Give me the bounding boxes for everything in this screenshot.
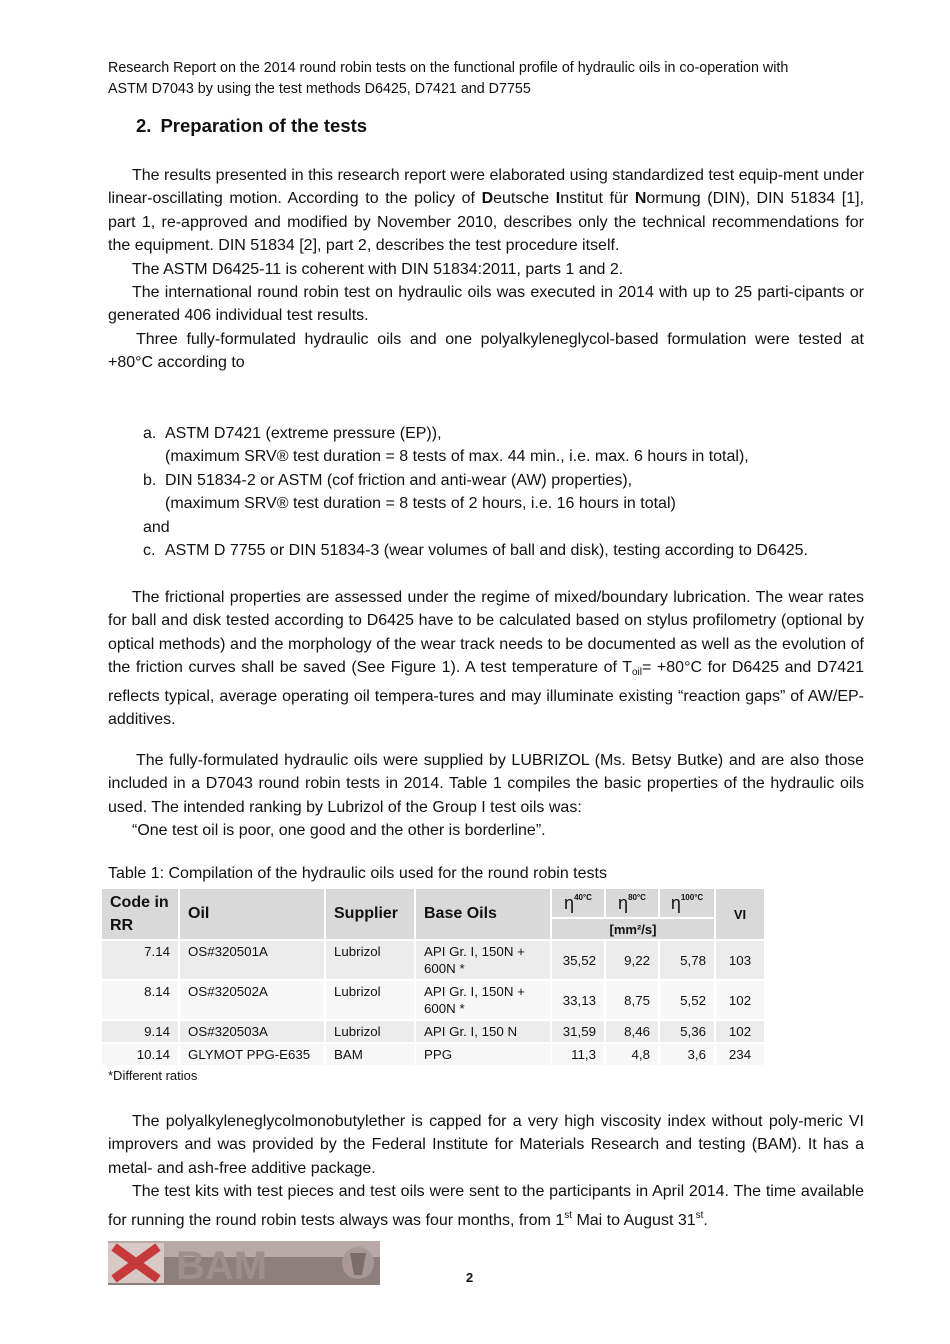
list-label: c. [143,542,156,560]
header-line-2: ASTM D7043 by using the test methods D6425, D7421 and D7755 [108,81,531,97]
cell-viscosity-80: 8,46 [606,1021,658,1042]
supplier-paragraphs [108,749,864,843]
cell-supplier: Lubrizol [326,1021,414,1042]
cell-viscosity-40: 11,3 [552,1044,604,1065]
cell-viscosity-100: 5,36 [660,1021,714,1042]
test-method-list [108,422,898,562]
hydraulic-oils-table [100,887,766,1067]
cell-code: 9.14 [102,1021,178,1042]
subscript: oil [632,667,643,679]
text-run: ormung (DIN), DIN 51834 [1], part 1, re-approved and modified by November 2010, describes only the technical recommendations for the equipment. DIN 51834 [2], part 2, describes the test procedure itself. [108,190,865,255]
section-title: Preparation of the tests [160,115,368,136]
cell-viscosity-100: 3,6 [660,1044,714,1065]
text-run-bold: N [634,190,647,208]
cell-oil: OS#320501A [180,941,324,979]
table-caption: Table 1: Compilation of the hydraulic oils used for the round robin tests [108,865,607,882]
list-subtext: (maximum SRV® test duration = 8 tests of 2 hours, i.e. 16 hours in total) [165,495,676,513]
header-line-1: Research Report on the 2014 round robin tests on the functional profile of hydraulic oils in co-operation with [108,60,789,76]
cell-viscosity-80: 9,22 [606,941,658,979]
header-eta-100 [660,889,714,917]
paragraph-frictional-properties [108,586,864,731]
header-code: Code in RR [102,889,178,939]
intro-paragraphs [108,164,864,375]
text-run-bold: D [481,190,494,208]
header-eta-80 [606,889,658,917]
text-run: nstitut für [560,190,635,208]
text-run: . [703,1211,708,1229]
paragraph-ranking-quote: “One test oil is poor, one good and the other is borderline”. [132,822,546,840]
section-number: 2. [136,115,152,136]
cell-viscosity-40: 31,59 [552,1021,604,1042]
cell-base-oil: API Gr. I, 150 N [416,1021,550,1042]
table-footnote: *Different ratios [108,1068,198,1083]
text-run: = +80°C for D6425 and D7421 reflects typical, average operating oil tempera-tures and may illuminate existing “reaction gaps” of AW/EP-additives. [108,659,864,729]
cell-supplier: Lubrizol [326,941,414,979]
paragraph-test-kits [108,1180,864,1232]
cell-code: 8.14 [102,981,178,1019]
table-row [102,981,764,1019]
header-supplier: Supplier [326,889,414,939]
cell-vi: 102 [716,981,764,1019]
list-label: a. [143,425,157,442]
cell-viscosity-100: 5,78 [660,941,714,979]
cell-base-oil: API Gr. I, 150N + 600N * [416,981,550,1019]
table-row [102,1044,764,1065]
header-unit: [mm²/s] [552,919,714,939]
paragraph-din-policy [108,164,864,258]
bam-logo-graphic [108,1237,380,1285]
paragraph-pag-description: The polyalkyleneglycolmonobutylether is capped for a very high viscosity index without poly-meric VI improvers and was provided by the Federal Institute for Materials Research and testing (BAM). It has a metal- and ash-free additive package. [108,1113,864,1177]
cell-code: 10.14 [102,1044,178,1065]
closing-paragraphs [108,1110,864,1232]
eta-symbol: η [670,892,681,913]
cell-base-oil: PPG [416,1044,550,1065]
list-item [108,469,898,492]
cell-supplier: Lubrizol [326,981,414,1019]
temperature-label: 40°C [574,892,592,902]
text-run: The results presented in this research report were elaborated using standardized test equip-ment under linear-oscillating motion. According to the policy of [108,167,864,208]
list-label: b. [143,471,157,489]
paragraph-round-robin: The international round robin test on hydraulic oils was executed in 2014 with up to 25 parti-cipants or generated 406 individual test results. [108,284,864,325]
header-eta-40 [552,889,604,917]
table-row [102,941,764,979]
text-run: Mai to August 31 [572,1211,696,1229]
text-run: eutsche [493,190,556,208]
list-text: ASTM D 7755 or DIN 51834-3 (wear volumes of ball and disk), testing according to D6425. [165,542,808,560]
list-text: DIN 51834-2 or ASTM (cof friction and anti-wear (AW) properties), [165,471,633,489]
list-item [108,422,898,445]
cell-code: 7.14 [102,941,178,979]
list-item [108,539,898,562]
list-conjunction: and [143,518,170,536]
paragraph-astm-coherence: The ASTM D6425-11 is coherent with DIN 51834:2011, parts 1 and 2. [132,260,624,278]
cell-viscosity-40: 33,13 [552,981,604,1019]
cell-viscosity-80: 4,8 [606,1044,658,1065]
cell-vi: 103 [716,941,764,979]
cell-base-oil: API Gr. I, 150N + 600N * [416,941,550,979]
section-heading [136,115,367,137]
text-run: The frictional properties are assessed under the regime of mixed/boundary lubrication. The wear rates for ball and disk tested according to D6425 have to be calculated based on stylus profilometry (optional by optical methods) and the morphology of the wear track needs to be documented as well as the evolution of the friction curves shall be saved (See Figure 1). A test temperature of T [108,589,864,677]
cell-viscosity-100: 5,52 [660,981,714,1019]
cell-viscosity-40: 35,52 [552,941,604,979]
header-oil: Oil [180,889,324,939]
eta-symbol: η [564,892,575,913]
paragraph-tested-oils: Three fully-formulated hydraulic oils and one polyalkyleneglycol-based formulation were tested at +80°C according to [108,330,864,372]
superscript: st [564,1209,572,1221]
page-number: 2 [466,1270,474,1285]
list-text: ASTM D7421 (extreme pressure (EP)), [165,425,442,442]
paragraph-lubrizol: The fully-formulated hydraulic oils were supplied by LUBRIZOL (Ms. Betsy Butke) and are also those included in a D7043 round robin tests in 2014. Table 1 compiles the basic properties of the hydraulic oils used. The intended ranking by Lubrizol of the Group I test oils was: [108,752,864,816]
cell-oil: GLYMOT PPG-E635 [180,1044,324,1065]
cell-oil: OS#320503A [180,1021,324,1042]
text-run-bold: I [555,190,561,208]
superscript: st [695,1209,704,1221]
header-base-oils: Base Oils [416,889,550,939]
temperature-label: 80°C [628,892,646,902]
running-header [108,58,898,100]
temperature-label: 100°C [680,892,704,902]
table-row [102,1021,764,1042]
cell-vi: 102 [716,1021,764,1042]
cell-supplier: BAM [326,1044,414,1065]
eta-symbol: η [618,892,629,913]
list-subtext: (maximum SRV® test duration = 8 tests of max. 44 min., i.e. max. 6 hours in total), [165,448,749,466]
header-vi: VI [716,889,764,939]
logo-wordmark: BAM [176,1244,268,1285]
cell-oil: OS#320502A [180,981,324,1019]
cell-viscosity-80: 8,75 [606,981,658,1019]
cell-vi: 234 [716,1044,764,1065]
text-run: The test kits with test pieces and test oils were sent to the participants in April 2014. The time available for running the round robin tests always was four months, from 1 [108,1183,864,1229]
bam-logo [108,1237,380,1285]
